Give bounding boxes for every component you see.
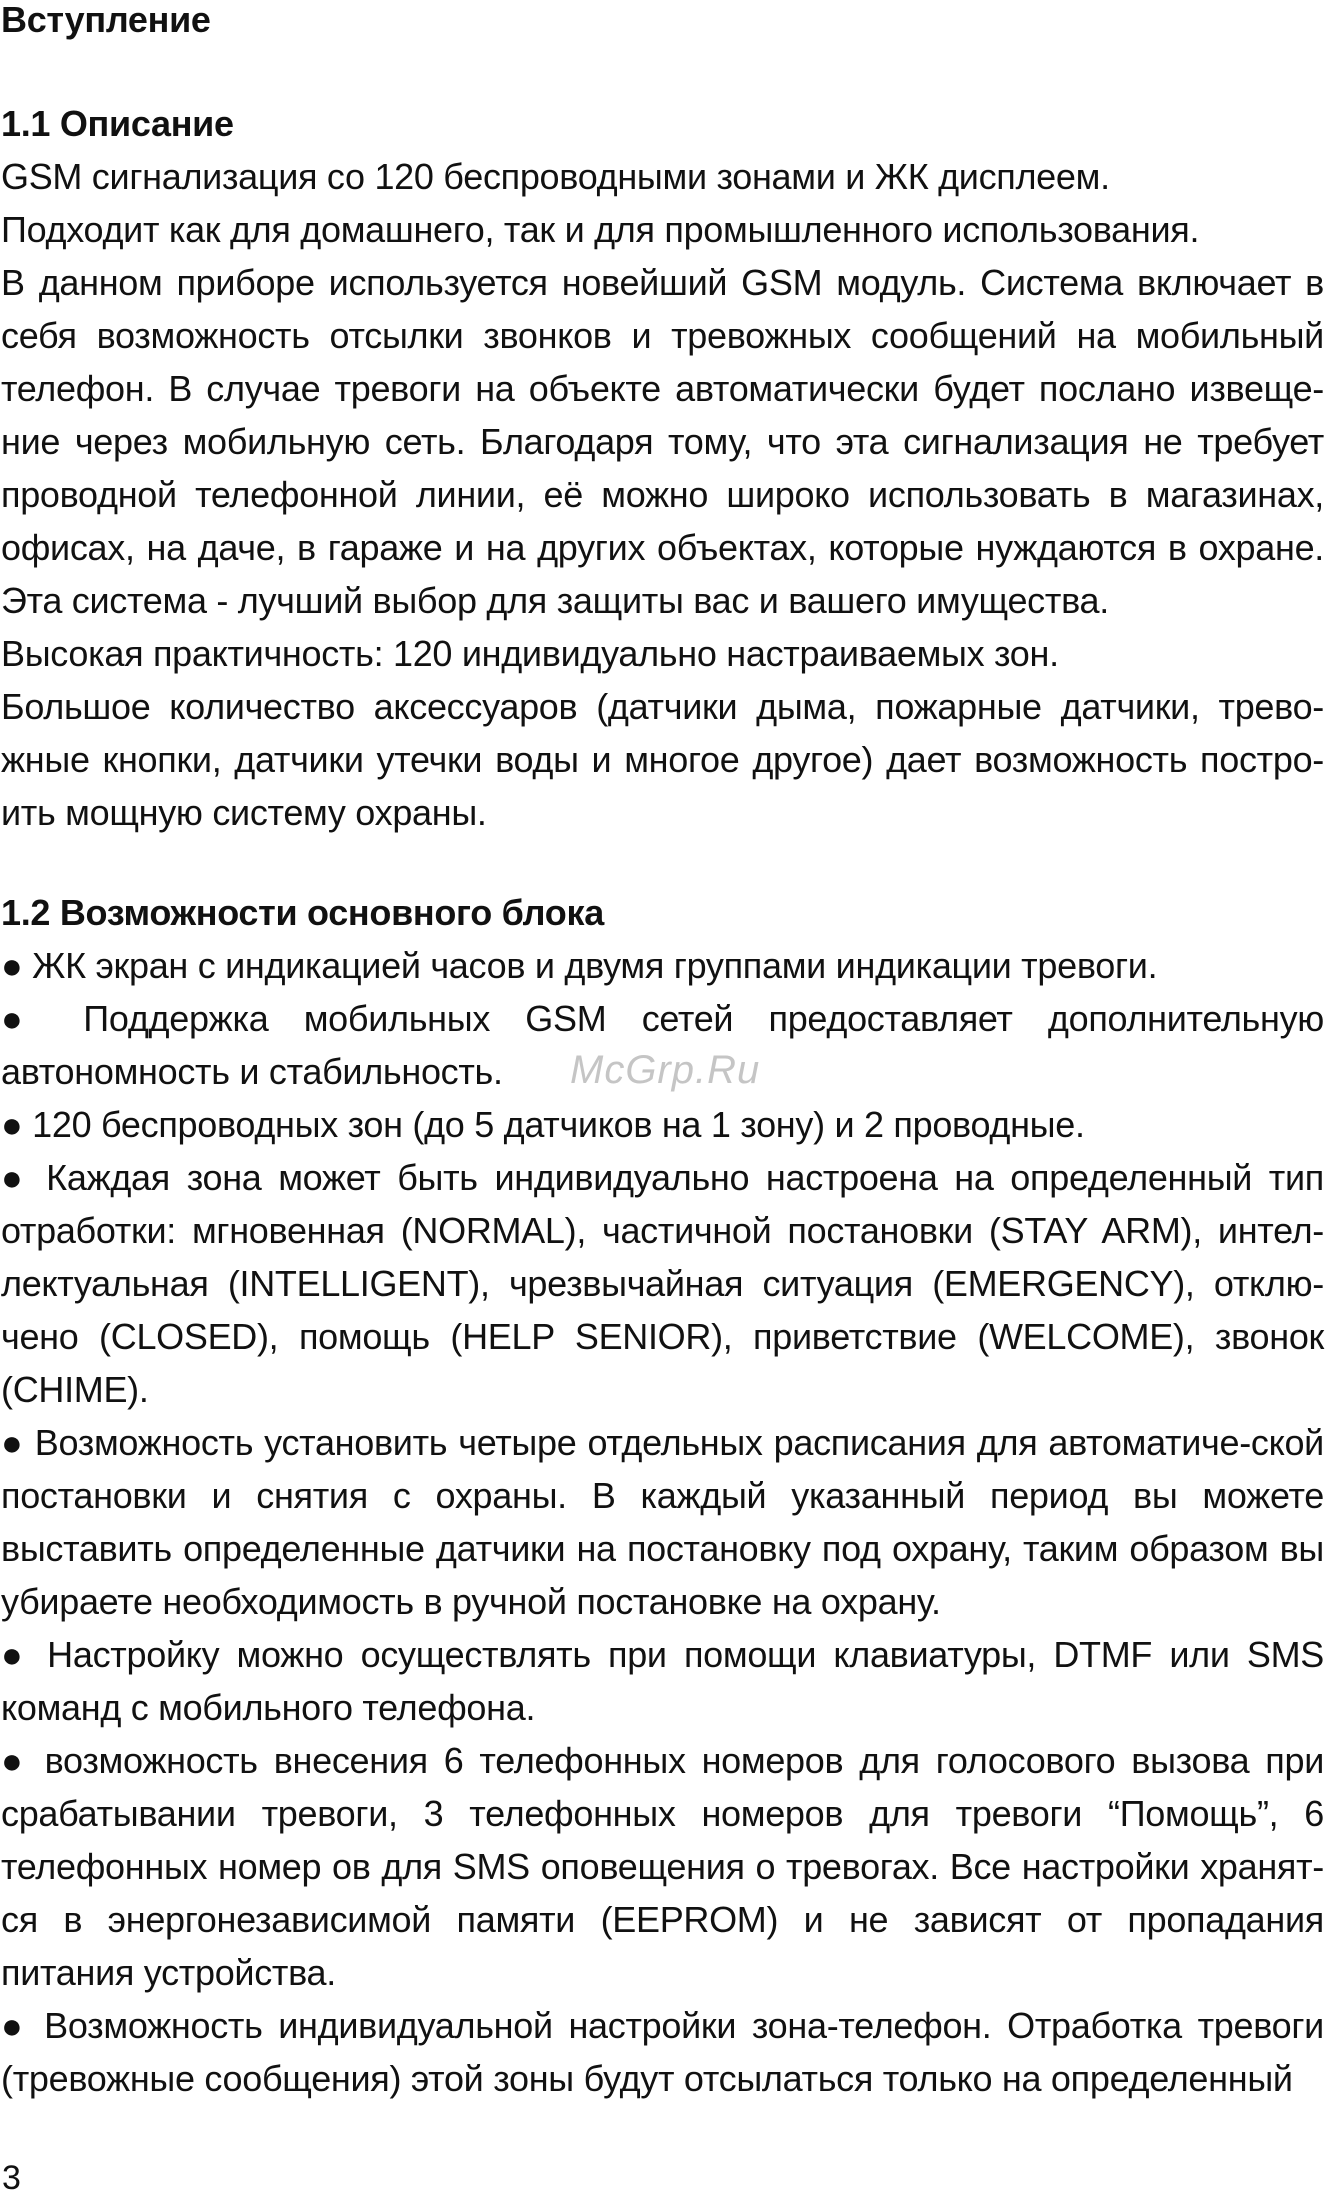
- description-line: телефон. В случае тревоги на объекте автоматически будет послано извеще-: [1, 368, 1324, 409]
- description-line: офисах, на даче, в гараже и на других объектах, которые нуждаются в охране.: [1, 527, 1324, 568]
- feature-item: ● Поддержка мобильных GSM сетей предоставляет дополнительную автономность и стабильность.: [1, 998, 1324, 1092]
- section-heading-features: 1.2 Возможности основного блока: [1, 892, 604, 933]
- page-content: [1, 0, 1324, 2105]
- feature-item: ● возможность внесения 6 телефонных номеров для голосового вызова при срабатывании тревоги, 3 телефонных номеров для тревоги “Помощь”, 6 телефонных номер ов для SMS оповещения о тревогах. Все настройки хранят-ся в энергонезависимой памяти (EEPROM) и не зависят от пропадания питания устройства.: [1, 1740, 1324, 1993]
- description-line: себя возможность отсылки звонков и тревожных сообщений на мобильный: [1, 315, 1324, 356]
- description-line: Высокая практичность: 120 индивидуально настраиваемых зон.: [1, 633, 1059, 674]
- description-line: ние через мобильную сеть. Благодаря тому, что эта сигнализация не требует: [1, 421, 1324, 462]
- description-line: ить мощную систему охраны.: [1, 792, 487, 833]
- description-line: Большое количество аксессуаров (датчики дыма, пожарные датчики, трево-: [1, 686, 1324, 727]
- watermark: McGrp.Ru: [570, 1048, 761, 1092]
- feature-item: ● Возможность установить четыре отдельных расписания для автоматиче-ской постановки и снятия с охраны. В каждый указанный период вы можете выставить определенные датчики на постановку под охрану, таким образом вы убираете необходимость в ручной постановке на охрану.: [1, 1422, 1324, 1622]
- feature-item: ● 120 беспроводных зон (до 5 датчиков на 1 зону) и 2 проводные.: [1, 1104, 1085, 1145]
- description-line: GSM сигнализация со 120 беспроводными зонами и ЖК дисплеем.: [1, 156, 1110, 197]
- feature-item: ● Настройку можно осуществлять при помощи клавиатуры, DTMF или SMS команд с мобильного телефона.: [1, 1634, 1324, 1728]
- section-heading-description: 1.1 Описание: [1, 103, 234, 144]
- description-line: Подходит как для домашнего, так и для промышленного использования.: [1, 209, 1200, 250]
- description-line: проводной телефонной линии, её можно широко использовать в магазинах,: [1, 474, 1324, 515]
- page-title: Вступление: [1, 0, 211, 40]
- description-line: В данном приборе используется новейший GSM модуль. Система включает в: [1, 262, 1325, 303]
- feature-item: ● ЖК экран с индикацией часов и двумя группами индикации тревоги.: [1, 945, 1158, 986]
- page-number: 3: [2, 2159, 21, 2197]
- description-paragraph: [1, 150, 1324, 839]
- description-line: Эта система - лучший выбор для защиты вас и вашего имущества.: [1, 580, 1109, 621]
- feature-item: ● Каждая зона может быть индивидуально настроена на определенный тип отработки: мгновенная (NORMAL), частичной постановки (STAY ARM), интел-лектуальная (INTELLIGENT), чрезвычайная ситуация (EMERGENCY), отклю-чено (CLOSED), помощь (HELP SENIOR), приветствие (WELCOME), звонок (CHIME).: [1, 1157, 1324, 1410]
- feature-item: ● Возможность индивидуальной настройки зона-телефон. Отработка тревоги (тревожные сообщения) этой зоны будут отсылаться только на определенный: [1, 2005, 1324, 2099]
- features-list: [1, 939, 1324, 2105]
- description-line: жные кнопки, датчики утечки воды и многое другое) дает возможность постро-: [1, 739, 1324, 780]
